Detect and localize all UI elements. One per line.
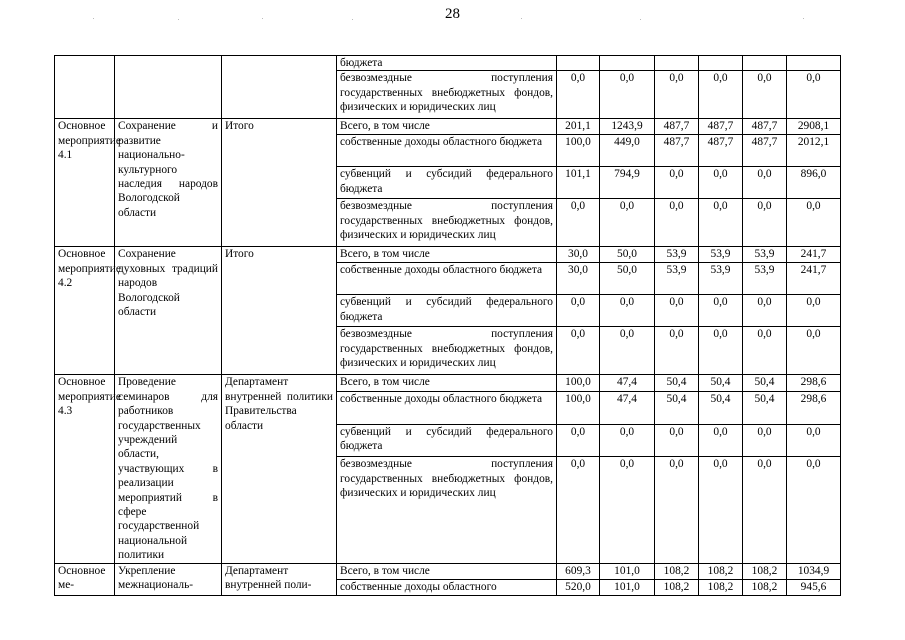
measure-label: Основное мероприятие 4.3 bbox=[55, 375, 115, 563]
amount-cell: 945,6 bbox=[787, 579, 841, 595]
amount-cell: 0,0 bbox=[557, 71, 600, 119]
funding-source: собственные доходы областного бюджета bbox=[337, 263, 557, 295]
amount-cell: 794,9 bbox=[600, 167, 655, 199]
amount-cell: 0,0 bbox=[557, 295, 600, 327]
amount-cell: 108,2 bbox=[699, 579, 743, 595]
amount-cell: 0,0 bbox=[699, 199, 743, 247]
amount-cell: 101,0 bbox=[600, 579, 655, 595]
amount-cell: 449,0 bbox=[600, 135, 655, 167]
budget-table bbox=[54, 55, 841, 596]
funding-source: собственные доходы областного бюджета bbox=[337, 391, 557, 424]
amount-cell: 108,2 bbox=[743, 579, 787, 595]
amount-cell: 0,0 bbox=[787, 457, 841, 563]
amount-cell: 0,0 bbox=[655, 167, 699, 199]
amount-cell: 0,0 bbox=[655, 295, 699, 327]
funding-source: безвозмездные поступления государственных внебюджетных фондов, физических и юридических лиц bbox=[337, 199, 557, 247]
amount-cell: 53,9 bbox=[699, 263, 743, 295]
measure-label: Основное мероприятие 4.1 bbox=[55, 119, 115, 247]
amount-cell: 0,0 bbox=[655, 327, 699, 375]
amount-cell bbox=[787, 56, 841, 71]
table-row bbox=[55, 119, 841, 135]
amount-cell: 50,4 bbox=[743, 391, 787, 424]
amount-cell: 0,0 bbox=[600, 457, 655, 563]
page-number: 28 bbox=[445, 6, 460, 22]
amount-cell: 298,6 bbox=[787, 375, 841, 391]
table-body bbox=[55, 56, 841, 596]
amount-cell: 0,0 bbox=[655, 199, 699, 247]
amount-cell: 0,0 bbox=[699, 295, 743, 327]
amount-cell: 2012,1 bbox=[787, 135, 841, 167]
amount-cell: 487,7 bbox=[655, 135, 699, 167]
amount-cell: 0,0 bbox=[743, 327, 787, 375]
amount-cell bbox=[600, 56, 655, 71]
table-row bbox=[55, 563, 841, 579]
amount-cell: 0,0 bbox=[743, 199, 787, 247]
activity-name: Сохранение духовных традиций народов Вологодской области bbox=[115, 247, 222, 375]
amount-cell bbox=[699, 56, 743, 71]
amount-cell: 241,7 bbox=[787, 263, 841, 295]
amount-cell: 0,0 bbox=[743, 424, 787, 457]
amount-cell: 0,0 bbox=[600, 424, 655, 457]
amount-cell: 30,0 bbox=[557, 263, 600, 295]
amount-cell: 0,0 bbox=[557, 457, 600, 563]
amount-cell: 0,0 bbox=[743, 295, 787, 327]
funding-source: собственные доходы областного бюджета bbox=[337, 135, 557, 167]
responsible-party bbox=[222, 56, 337, 119]
amount-cell: 50,4 bbox=[743, 375, 787, 391]
amount-cell: 487,7 bbox=[699, 119, 743, 135]
amount-cell: 47,4 bbox=[600, 375, 655, 391]
amount-cell: 53,9 bbox=[699, 247, 743, 263]
amount-cell: 50,4 bbox=[699, 391, 743, 424]
amount-cell: 0,0 bbox=[655, 457, 699, 563]
funding-source: безвозмездные поступления государственных внебюджетных фондов, физических и юридических лиц bbox=[337, 457, 557, 563]
table-row bbox=[55, 56, 841, 71]
funding-source: Всего, в том числе bbox=[337, 247, 557, 263]
table-row bbox=[55, 375, 841, 391]
amount-cell: 298,6 bbox=[787, 391, 841, 424]
amount-cell: 0,0 bbox=[557, 424, 600, 457]
amount-cell: 0,0 bbox=[787, 295, 841, 327]
amount-cell: 0,0 bbox=[600, 199, 655, 247]
amount-cell: 100,0 bbox=[557, 135, 600, 167]
funding-source: собственные доходы областного bbox=[337, 579, 557, 595]
funding-source: субвенций и субсидий федерального бюджета bbox=[337, 295, 557, 327]
amount-cell: 487,7 bbox=[743, 135, 787, 167]
amount-cell: 100,0 bbox=[557, 375, 600, 391]
amount-cell: 101,1 bbox=[557, 167, 600, 199]
responsible-party: Итого bbox=[222, 247, 337, 375]
amount-cell: 53,9 bbox=[655, 263, 699, 295]
funding-source: Всего, в том числе bbox=[337, 563, 557, 579]
amount-cell bbox=[655, 56, 699, 71]
amount-cell: 53,9 bbox=[743, 263, 787, 295]
funding-source: субвенций и субсидий федерального бюджета bbox=[337, 167, 557, 199]
amount-cell: 0,0 bbox=[557, 199, 600, 247]
amount-cell: 108,2 bbox=[743, 563, 787, 579]
table-row bbox=[55, 247, 841, 263]
amount-cell: 108,2 bbox=[699, 563, 743, 579]
amount-cell bbox=[557, 56, 600, 71]
amount-cell: 108,2 bbox=[655, 579, 699, 595]
amount-cell: 0,0 bbox=[600, 295, 655, 327]
amount-cell: 0,0 bbox=[655, 71, 699, 119]
amount-cell: 30,0 bbox=[557, 247, 600, 263]
amount-cell: 0,0 bbox=[655, 424, 699, 457]
funding-source: безвозмездные поступления государственных внебюджетных фондов, физических и юридических лиц bbox=[337, 327, 557, 375]
amount-cell: 0,0 bbox=[600, 71, 655, 119]
amount-cell: 0,0 bbox=[699, 327, 743, 375]
amount-cell: 1243,9 bbox=[600, 119, 655, 135]
funding-source: Всего, в том числе bbox=[337, 375, 557, 391]
funding-source: безвозмездные поступления государственных внебюджетных фондов, физических и юридических лиц bbox=[337, 71, 557, 119]
amount-cell: 50,4 bbox=[655, 375, 699, 391]
amount-cell: 100,0 bbox=[557, 391, 600, 424]
amount-cell: 487,7 bbox=[743, 119, 787, 135]
amount-cell: 0,0 bbox=[787, 424, 841, 457]
amount-cell: 0,0 bbox=[557, 327, 600, 375]
activity-name bbox=[115, 56, 222, 119]
amount-cell: 53,9 bbox=[655, 247, 699, 263]
responsible-party: Департамент внутренней поли- bbox=[222, 563, 337, 595]
amount-cell: 0,0 bbox=[787, 71, 841, 119]
amount-cell: 0,0 bbox=[699, 424, 743, 457]
amount-cell: 50,0 bbox=[600, 247, 655, 263]
amount-cell: 108,2 bbox=[655, 563, 699, 579]
amount-cell: 241,7 bbox=[787, 247, 841, 263]
activity-name: Проведение семинаров для работников государственных учреждений области, участвующих в реализации мероприятий в сфере государственной национальной политики bbox=[115, 375, 222, 563]
amount-cell: 0,0 bbox=[787, 199, 841, 247]
responsible-party: Итого bbox=[222, 119, 337, 247]
amount-cell: 0,0 bbox=[699, 457, 743, 563]
activity-name: Сохранение и развитие национально-культурного наследия народов Вологодской области bbox=[115, 119, 222, 247]
amount-cell: 201,1 bbox=[557, 119, 600, 135]
measure-label bbox=[55, 56, 115, 119]
amount-cell: 0,0 bbox=[699, 167, 743, 199]
amount-cell: 50,4 bbox=[699, 375, 743, 391]
amount-cell: 896,0 bbox=[787, 167, 841, 199]
amount-cell: 0,0 bbox=[743, 71, 787, 119]
measure-label: Основное мероприятие 4.2 bbox=[55, 247, 115, 375]
funding-source: Всего, в том числе bbox=[337, 119, 557, 135]
amount-cell bbox=[743, 56, 787, 71]
amount-cell: 47,4 bbox=[600, 391, 655, 424]
funding-source: субвенций и субсидий федерального бюджета bbox=[337, 424, 557, 457]
amount-cell: 0,0 bbox=[743, 457, 787, 563]
amount-cell: 487,7 bbox=[699, 135, 743, 167]
amount-cell: 0,0 bbox=[600, 327, 655, 375]
amount-cell: 0,0 bbox=[787, 327, 841, 375]
amount-cell: 101,0 bbox=[600, 563, 655, 579]
amount-cell: 50,0 bbox=[600, 263, 655, 295]
activity-name: Укрепление межнациональ- bbox=[115, 563, 222, 595]
amount-cell: 1034,9 bbox=[787, 563, 841, 579]
funding-source: бюджета bbox=[337, 56, 557, 71]
amount-cell: 0,0 bbox=[699, 71, 743, 119]
amount-cell: 520,0 bbox=[557, 579, 600, 595]
amount-cell: 609,3 bbox=[557, 563, 600, 579]
measure-label: Основное ме- bbox=[55, 563, 115, 595]
amount-cell: 0,0 bbox=[743, 167, 787, 199]
amount-cell: 487,7 bbox=[655, 119, 699, 135]
responsible-party: Департамент внутренней политики Правительства области bbox=[222, 375, 337, 563]
amount-cell: 2908,1 bbox=[787, 119, 841, 135]
amount-cell: 53,9 bbox=[743, 247, 787, 263]
amount-cell: 50,4 bbox=[655, 391, 699, 424]
